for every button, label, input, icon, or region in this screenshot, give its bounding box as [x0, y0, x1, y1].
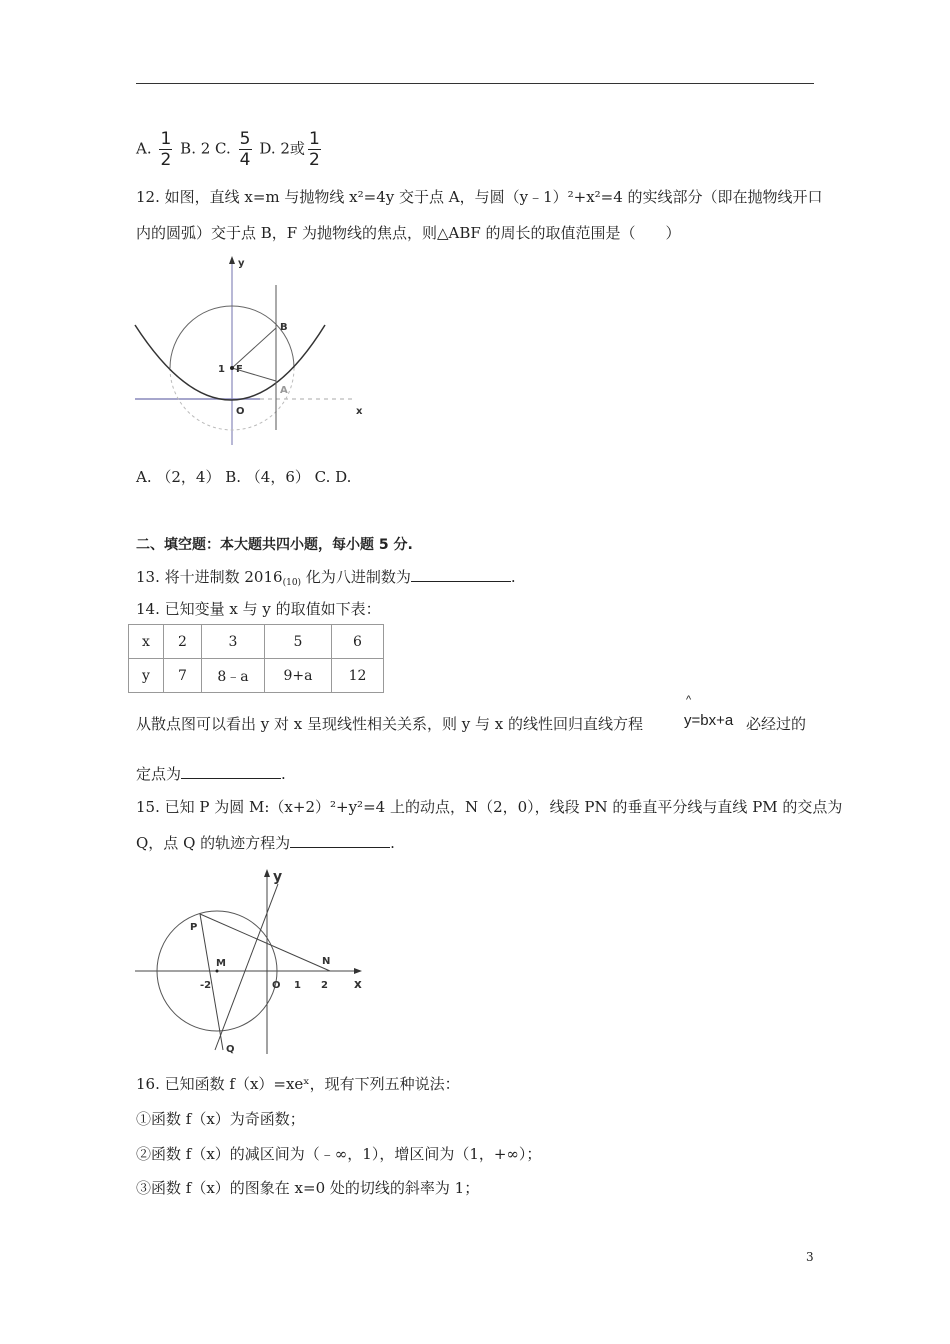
q14-line2 — [136, 763, 286, 784]
q11-option-b: B. 2 C. — [180, 139, 231, 158]
q11-fraction-c-num: 5 — [239, 129, 251, 149]
q14-intro: 14. 已知变量 x 与 y 的取值如下表： — [136, 600, 381, 618]
q15-answer-blank[interactable] — [290, 833, 390, 848]
q15-label-x: x — [354, 977, 362, 991]
q11-option-a-prefix: A. — [136, 139, 152, 158]
table-cell: 3 — [202, 625, 265, 659]
q15-label-o: O — [272, 980, 281, 991]
q14-regression-equation — [684, 694, 734, 729]
q13-subscript: (10) — [282, 578, 302, 588]
q11-fraction-d-num: 1 — [308, 129, 320, 149]
q12-label-one: 1 — [218, 364, 225, 375]
q15-label-one: 1 — [294, 980, 301, 991]
q12-options: A. （2，4） B. （4，6） C. D. — [136, 468, 352, 486]
q15-label-two: 2 — [321, 980, 328, 991]
table-cell: y — [129, 659, 164, 693]
q11-fraction-a-den: 2 — [160, 150, 172, 170]
q12-label-x: x — [356, 406, 363, 417]
q16-line1: 16. 已知函数 f（x）=xeˣ，现有下列五种说法： — [136, 1075, 460, 1093]
q14-line1: 从散点图可以看出 y 对 x 呈现线性相关关系，则 y 与 x 的线性回归直线方程 — [136, 715, 644, 733]
q13-end: . — [510, 568, 516, 586]
q13-answer-blank[interactable] — [411, 567, 511, 582]
q16-item1: ①函数 f（x）为奇函数； — [136, 1110, 305, 1128]
q15-line2-text: Q，点 Q 的轨迹方程为 — [136, 834, 291, 852]
q11-fraction-d — [308, 130, 321, 169]
q16-item3: ③函数 f（x）的图象在 x=0 处的切线的斜率为 1； — [136, 1179, 480, 1197]
q11-option-d: D. 2或 — [259, 139, 305, 158]
table-cell: 9+a — [265, 659, 332, 693]
section2-heading: 二、填空题：本大题共四小题，每小题 5 分. — [136, 537, 413, 553]
table-row — [129, 625, 384, 659]
q13-text: 13. 将十进制数 2016 — [136, 568, 283, 586]
q15-line2 — [136, 832, 395, 853]
table-cell: x — [129, 625, 164, 659]
q12-label-f: F — [236, 364, 243, 375]
q15-label-m: M — [216, 958, 226, 969]
header-rule — [136, 83, 814, 84]
q12-label-y: y — [238, 258, 245, 269]
q15-figure — [130, 864, 370, 1059]
table-cell: 8﹣a — [202, 659, 265, 693]
q13-line — [136, 566, 516, 587]
table-cell: 2 — [164, 625, 202, 659]
table-cell: 6 — [332, 625, 384, 659]
q11-fraction-c — [239, 130, 252, 169]
q11-fraction-a — [159, 130, 172, 169]
table-row — [129, 659, 384, 693]
q15-line1: 15. 已知 P 为圆 M:（x+2）²+y²=4 上的动点，N（2，0），线段 PN 的垂直平分线与直线 PM 的交点为 — [136, 798, 843, 816]
q15-label-p: P — [190, 922, 198, 933]
q14-line2-text: 定点为 — [136, 765, 182, 783]
q11-fraction-c-den: 4 — [239, 150, 251, 170]
table-cell: 12 — [332, 659, 384, 693]
q15-label-neg2: -2 — [200, 980, 212, 991]
q14-line2-end: . — [281, 765, 286, 783]
q11-fraction-a-num: 1 — [160, 129, 172, 149]
q11-options — [136, 130, 324, 169]
q14-line1-end: 必经过的 — [746, 715, 807, 733]
q13-after: 化为八进制数为 — [301, 568, 411, 586]
q14-value-table — [128, 624, 384, 693]
q15-label-n: N — [322, 956, 331, 967]
q12-label-o: O — [236, 406, 245, 417]
table-cell: 7 — [164, 659, 202, 693]
table-cell: 5 — [265, 625, 332, 659]
q15-label-q: Q — [226, 1044, 235, 1055]
q12-figure — [130, 250, 370, 450]
q12-line1: 12. 如图，直线 x=m 与抛物线 x²=4y 交于点 A，与圆（y﹣1）²+x²=4 的实线部分（即在抛物线开口 — [136, 188, 823, 206]
q16-item2: ②函数 f（x）的减区间为（﹣∞，1），增区间为（1，+∞）； — [136, 1145, 542, 1163]
q12-line2: 内的圆弧）交于点 B，F 为抛物线的焦点，则△ABF 的周长的取值范围是（ ） — [136, 224, 681, 242]
page-number: 3 — [806, 1250, 814, 1264]
q12-label-a: A — [280, 385, 288, 396]
q11-fraction-d-den: 2 — [308, 150, 320, 170]
hat-icon: ^ — [686, 694, 692, 706]
q14-answer-blank[interactable] — [181, 764, 281, 779]
q12-label-b: B — [280, 322, 288, 333]
q14-equation-text: y=bx+a — [684, 712, 734, 729]
q15-label-y: y — [273, 869, 283, 885]
q15-line2-end: . — [390, 834, 395, 852]
